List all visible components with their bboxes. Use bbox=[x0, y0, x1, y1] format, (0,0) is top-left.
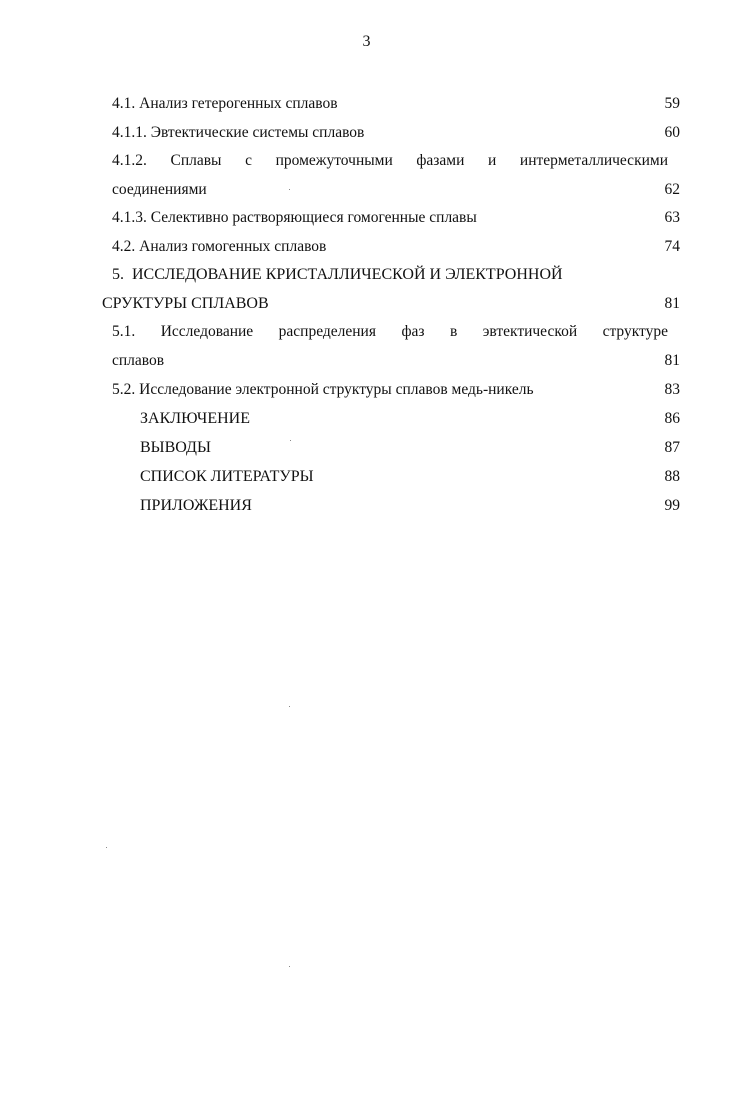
toc-entry bbox=[112, 496, 680, 516]
toc-entry-title: 4.1.3. Селективно растворяющиеся гомогенные сплавы bbox=[112, 209, 477, 226]
toc-entry bbox=[112, 409, 680, 429]
toc-entry-page: 74 bbox=[664, 238, 680, 255]
toc-entry bbox=[112, 123, 680, 143]
toc-entry bbox=[112, 322, 680, 342]
toc-entry-page: 83 bbox=[664, 381, 680, 398]
toc-entry bbox=[112, 208, 680, 228]
toc-entry bbox=[112, 180, 680, 200]
toc-entry bbox=[102, 294, 680, 314]
scan-speck bbox=[289, 706, 290, 707]
toc-entry bbox=[112, 467, 680, 487]
toc-entry-page: 81 bbox=[664, 295, 680, 312]
toc-entry bbox=[112, 151, 680, 171]
toc-entry bbox=[112, 380, 680, 400]
toc-entry-page: 88 bbox=[664, 468, 680, 485]
toc-entry-title: ВЫВОДЫ bbox=[140, 439, 211, 456]
scan-speck bbox=[290, 440, 291, 441]
toc-entry-title: ПРИЛОЖЕНИЯ bbox=[140, 497, 252, 514]
toc-entry bbox=[112, 237, 680, 257]
toc-entry-title: СПИСОК ЛИТЕРАТУРЫ bbox=[140, 468, 314, 485]
toc-entry-title: соединениями bbox=[112, 181, 207, 198]
toc-entry-title: 4.1.2. Сплавы с промежуточными фазами и интерметаллическими bbox=[112, 152, 668, 169]
toc-entry bbox=[112, 94, 680, 114]
toc-entry-title: 4.1. Анализ гетерогенных сплавов bbox=[112, 95, 338, 112]
toc-entry-page: 60 bbox=[664, 124, 680, 141]
scan-speck bbox=[289, 966, 290, 967]
toc-entry-title: СРУКТУРЫ СПЛАВОВ bbox=[102, 295, 269, 312]
toc-entry bbox=[112, 265, 680, 285]
toc-entry-title: 5.2. Исследование электронной структуры сплавов медь-никель bbox=[112, 381, 534, 398]
toc-entry-title: 5. ИССЛЕДОВАНИЕ КРИСТАЛЛИЧЕСКОЙ И ЭЛЕКТРОННОЙ bbox=[112, 266, 563, 283]
scan-speck bbox=[289, 189, 290, 190]
toc-entry-page: 87 bbox=[664, 439, 680, 456]
toc-entry-page: 86 bbox=[664, 410, 680, 427]
toc-entry-title: 4.1.1. Эвтектические системы сплавов bbox=[112, 124, 365, 141]
toc-entry-title: ЗАКЛЮЧЕНИЕ bbox=[140, 410, 250, 427]
toc-entry-page: 59 bbox=[664, 95, 680, 112]
toc-entry bbox=[112, 438, 680, 458]
toc-entry-title: 4.2. Анализ гомогенных сплавов bbox=[112, 238, 327, 255]
toc-entry-page: 81 bbox=[664, 352, 680, 369]
page-number: 3 bbox=[362, 33, 371, 50]
scan-speck bbox=[106, 847, 107, 848]
toc-entry-page: 63 bbox=[664, 209, 680, 226]
toc-entry-title: 5.1. Исследование распределения фаз в эвтектической структуре bbox=[112, 323, 668, 340]
toc-entry bbox=[112, 351, 680, 371]
toc-entry-title: сплавов bbox=[112, 352, 165, 369]
toc-entry-page: 62 bbox=[664, 181, 680, 198]
toc-entry-page: 99 bbox=[664, 497, 680, 514]
